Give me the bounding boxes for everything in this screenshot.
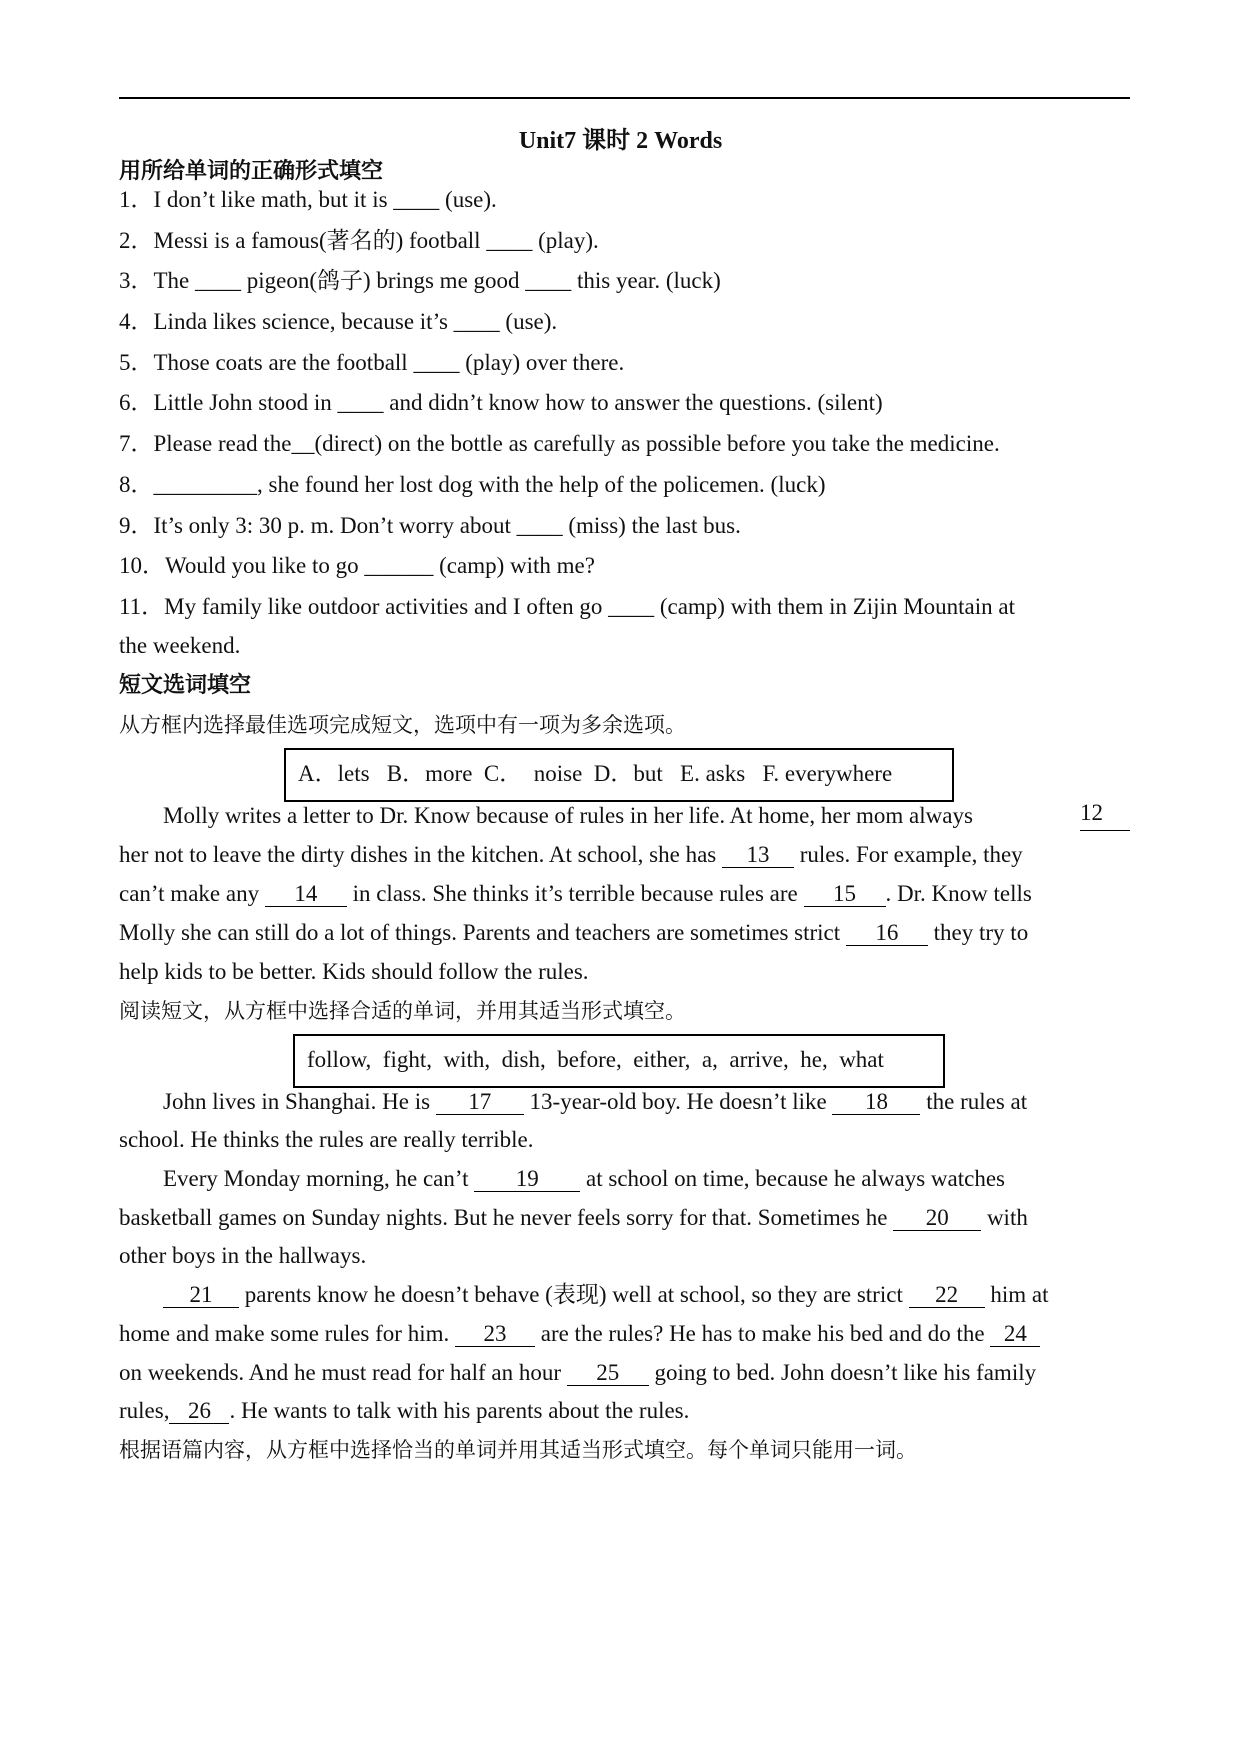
exercise-item-6 — [119, 388, 1130, 418]
passage1-line — [119, 879, 1130, 909]
item-text: and didn’t know how to answer the questions. (silent) — [383, 390, 883, 415]
answer-blank: ____ — [413, 350, 460, 375]
passage-text: 13-year-old boy. He doesn’t like — [523, 1089, 833, 1114]
passage1-line — [119, 918, 1130, 948]
exercise-item-9 — [119, 511, 1130, 541]
answer-blank: ____ — [525, 268, 572, 293]
passage2-line — [119, 1358, 1130, 1388]
passage-text: are the rules? He has to make his bed and do the — [534, 1321, 991, 1346]
passage-text: parents know he doesn’t behave (表现) well at school, so they are strict — [239, 1282, 909, 1307]
item-number: 6． — [119, 390, 154, 415]
answer-blank-14: 14 — [265, 882, 347, 907]
passage-text: they try to — [927, 920, 1029, 945]
item-text: Those coats are the football — [153, 350, 414, 375]
item-text: (camp) with me? — [433, 553, 595, 578]
answer-blank-15: 15 — [804, 882, 886, 907]
answer-blank-24: 24 — [990, 1322, 1040, 1347]
item-text: Please read the — [153, 431, 292, 456]
passage-text: Molly writes a letter to Dr. Know because of rules in her life. At home, her mom always — [163, 803, 979, 828]
passage-text: going to bed. John doesn’t like his family — [648, 1360, 1037, 1385]
passage2-line — [119, 1164, 1130, 1194]
passage2-line: school. He thinks the rules are really terrible. — [119, 1127, 534, 1152]
word-bank: follow, fight, with, dish, before, either, a, arrive, he, what — [307, 1047, 884, 1072]
exercise-item-4 — [119, 307, 1130, 337]
passage-text: rules. For example, they — [794, 842, 1023, 867]
passage2-line — [119, 1203, 1130, 1233]
passage1-line — [119, 801, 1130, 831]
item-number: 9． — [119, 513, 154, 538]
item-text: It’s only 3: 30 p. m. Don’t worry about — [153, 513, 517, 538]
item-text: (use). — [499, 309, 558, 334]
item-text: I don’t like math, but it is — [153, 187, 394, 212]
exercise-item-10 — [119, 551, 1130, 581]
passage2-line: other boys in the hallways. — [119, 1243, 367, 1268]
passage-text: rules, — [119, 1398, 170, 1423]
answer-blank-18: 18 — [832, 1090, 920, 1115]
passage-text: Molly she can still do a lot of things. Parents and teachers are sometimes strict — [119, 920, 846, 945]
item-number: 5． — [119, 350, 154, 375]
item-number: 10． — [119, 553, 165, 578]
passage2-line — [119, 1280, 1130, 1310]
passage-text: at school on time, because he always watches — [580, 1166, 1005, 1191]
answer-blank: ____ — [337, 390, 384, 415]
answer-blank: _________ — [153, 472, 257, 497]
passage1-line — [119, 840, 1130, 870]
answer-blank-25: 25 — [567, 1361, 649, 1386]
item-number: 3． — [119, 268, 154, 293]
item-text: (use). — [439, 187, 497, 212]
passage2-line — [119, 1087, 1130, 1117]
item-text: The — [153, 268, 196, 293]
item-text: , she found her lost dog with the help of the policemen. (luck) — [257, 472, 826, 497]
answer-blank: ____ — [393, 187, 440, 212]
word-bank-box — [293, 1034, 945, 1088]
answer-blank-20: 20 — [893, 1206, 981, 1231]
answer-blank-12: 12 — [1080, 801, 1130, 831]
item-number: 8． — [119, 472, 154, 497]
word-options: A．lets B．more C． noise D．but E. asks F. everywhere — [298, 761, 893, 786]
answer-blank-21: 21 — [163, 1283, 239, 1308]
passage-text: in class. She thinks it’s terrible because rules are — [346, 881, 804, 906]
exercise-item-8 — [119, 470, 1130, 500]
item-text: (play) over there. — [459, 350, 625, 375]
passage-text: with — [981, 1205, 1028, 1230]
header-rule — [119, 97, 1130, 99]
passage-text: basketball games on Sunday nights. But he never feels sorry for that. Sometimes he — [119, 1205, 894, 1230]
passage-text: can’t make any — [119, 881, 265, 906]
item-text: this year. (luck) — [571, 268, 721, 293]
exercise-item-11-continued: the weekend. — [119, 633, 241, 658]
answer-blank-13: 13 — [722, 843, 794, 868]
final-instruction: 根据语篇内容，从方框中选择恰当的单词并用其适当形式填空。每个单词只能用一词。 — [119, 1438, 917, 1462]
section-heading-word-forms: 用所给单词的正确形式填空 — [119, 159, 384, 184]
item-text: (play). — [532, 228, 599, 253]
answer-blank-22: 22 — [909, 1283, 985, 1308]
passage-text: her not to leave the dirty dishes in the kitchen. At school, she has — [119, 842, 722, 867]
item-text: (miss) the last bus. — [562, 513, 741, 538]
item-text: Would you like to go — [165, 553, 365, 578]
passage-text: him at — [984, 1282, 1049, 1307]
exercise-item-3 — [119, 266, 1130, 296]
answer-blank: ____ — [195, 268, 242, 293]
answer-blank: __ — [291, 431, 315, 456]
item-text: 11．My family like outdoor activities and I often go — [119, 594, 609, 619]
passage2-line — [119, 1396, 1130, 1426]
answer-blank: ____ — [608, 594, 655, 619]
item-text: Little John stood in — [153, 390, 338, 415]
exercise-item-11 — [119, 592, 1130, 622]
cloze-instruction: 从方框内选择最佳选项完成短文，选项中有一项为多余选项。 — [119, 713, 686, 737]
passage-text: on weekends. And he must read for half an hour — [119, 1360, 567, 1385]
exercise-item-7 — [119, 429, 1130, 459]
answer-blank: ____ — [486, 228, 533, 253]
item-number: 7． — [119, 431, 154, 456]
item-text: (camp) with them in Zijin Mountain at — [654, 594, 1015, 619]
answer-blank: ____ — [453, 309, 500, 334]
word-options-box — [284, 748, 954, 802]
item-text: pigeon(鸽子) brings me good — [241, 268, 526, 293]
item-text: (direct) on the bottle as carefully as possible before you take the medicine. — [314, 431, 1000, 456]
passage-text: . Dr. Know tells — [885, 881, 1032, 906]
passage-text: Every Monday morning, he can’t — [163, 1166, 475, 1191]
page-title: Unit7 课时 2 Words — [518, 128, 723, 154]
item-number: 4． — [119, 309, 154, 334]
answer-blank: ____ — [516, 513, 563, 538]
answer-blank: ______ — [364, 553, 434, 578]
passage2-line — [119, 1319, 1130, 1349]
item-number: 1． — [119, 187, 154, 212]
answer-blank-16: 16 — [846, 921, 928, 946]
passage-text: . He wants to talk with his parents about the rules. — [229, 1398, 690, 1423]
exercise-item-1 — [119, 185, 1130, 215]
exercise-item-2 — [119, 226, 1130, 256]
fill-instruction: 阅读短文，从方框中选择合适的单词，并用其适当形式填空。 — [119, 999, 686, 1023]
passage-text: home and make some rules for him. — [119, 1321, 455, 1346]
answer-blank-17: 17 — [436, 1090, 524, 1115]
passage-text: John lives in Shanghai. He is — [163, 1089, 436, 1114]
answer-blank-26: 26 — [169, 1399, 229, 1424]
item-number: 2． — [119, 228, 154, 253]
answer-blank-23: 23 — [455, 1322, 535, 1347]
passage1-line: help kids to be better. Kids should follow the rules. — [119, 959, 589, 984]
item-text: Linda likes science, because it’s — [153, 309, 454, 334]
section-heading-cloze: 短文选词填空 — [119, 673, 252, 698]
answer-blank-19: 19 — [474, 1167, 580, 1192]
exercise-item-5 — [119, 348, 1130, 378]
item-text: Messi is a famous(著名的) football — [153, 228, 487, 253]
passage-text: the rules at — [920, 1089, 1028, 1114]
